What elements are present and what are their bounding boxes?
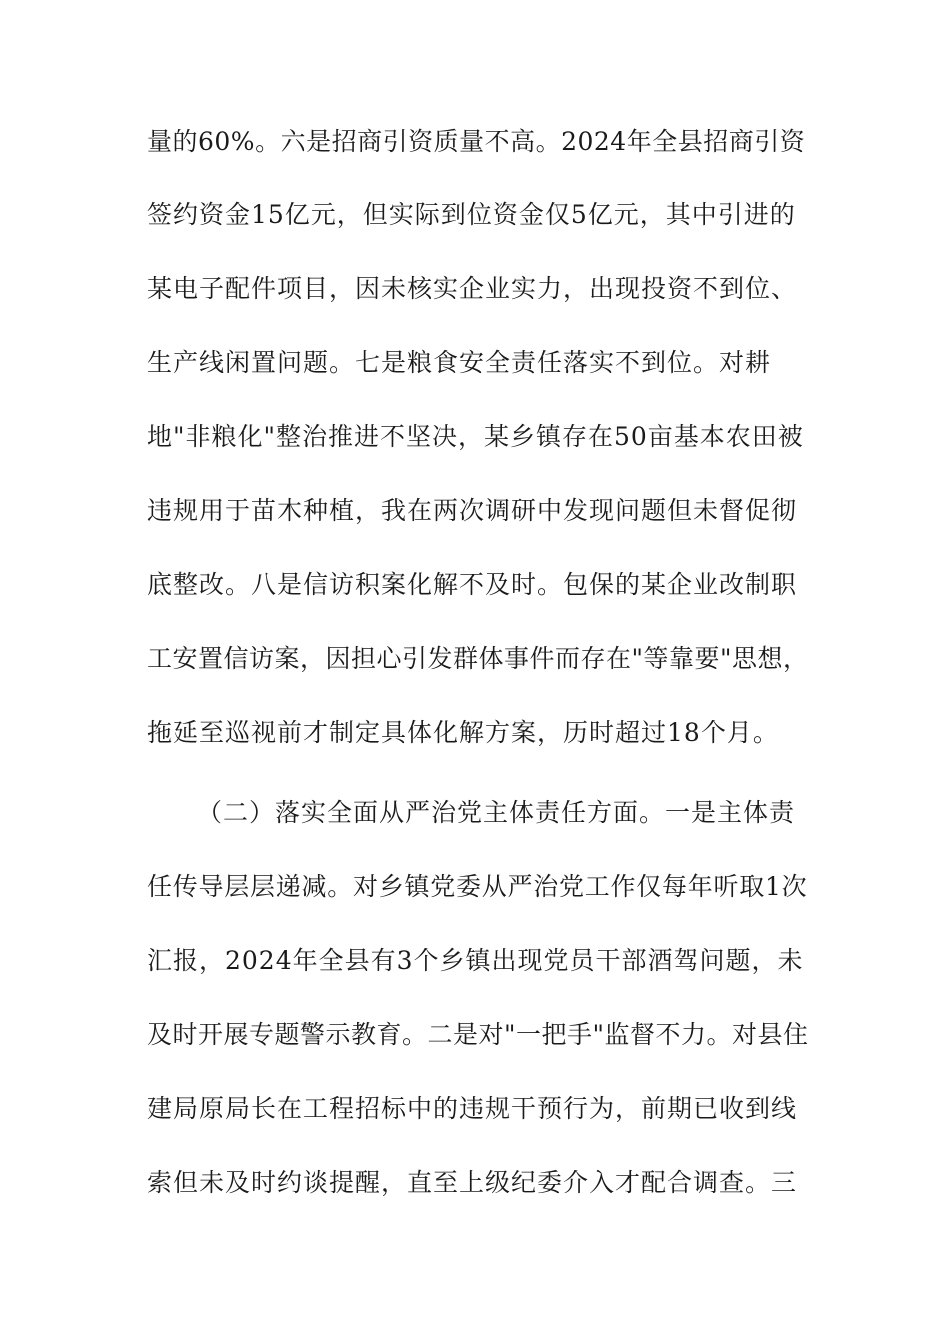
- body-text-line: 工安置信访案，因担心引发群体事件而存在"等靠要"思想，: [147, 644, 809, 673]
- body-text-line: 签约资金15亿元，但实际到位资金仅5亿元，其中引进的: [147, 200, 796, 229]
- body-text-line: 及时开展专题警示教育。二是对"一把手"监督不力。对县住: [147, 1020, 809, 1049]
- body-text-line: 索但未及时约谈提醒，直至上级纪委介入才配合调查。三: [147, 1168, 798, 1197]
- body-text-line: 建局原局长在工程招标中的违规干预行为，前期已收到线: [147, 1094, 798, 1123]
- body-text-line: 任传导层层递减。对乡镇党委从严治党工作仅每年听取1次: [147, 872, 808, 901]
- body-text-line: 某电子配件项目，因未核实企业实力，出现投资不到位、: [147, 274, 798, 303]
- body-text-line: 拖延至巡视前才制定具体化解方案，历时超过18个月。: [147, 718, 779, 747]
- body-text-line: 底整改。八是信访积案化解不及时。包保的某企业改制职: [147, 570, 798, 599]
- section-heading-line: （二）落实全面从严治党主体责任方面。一是主体责: [197, 798, 796, 827]
- body-text-line: 生产线闲置问题。七是粮食安全责任落实不到位。对耕: [147, 348, 772, 377]
- body-text-line: 汇报，2024年全县有3个乡镇出现党员干部酒驾问题，未: [147, 946, 804, 975]
- body-text-line: 地"非粮化"整治推进不坚决，某乡镇存在50亩基本农田被: [147, 422, 804, 451]
- body-text-line: 违规用于苗木种植，我在两次调研中发现问题但未督促彻: [147, 496, 798, 525]
- body-text-line: 量的60%。六是招商引资质量不高。2024年全县招商引资: [147, 127, 806, 156]
